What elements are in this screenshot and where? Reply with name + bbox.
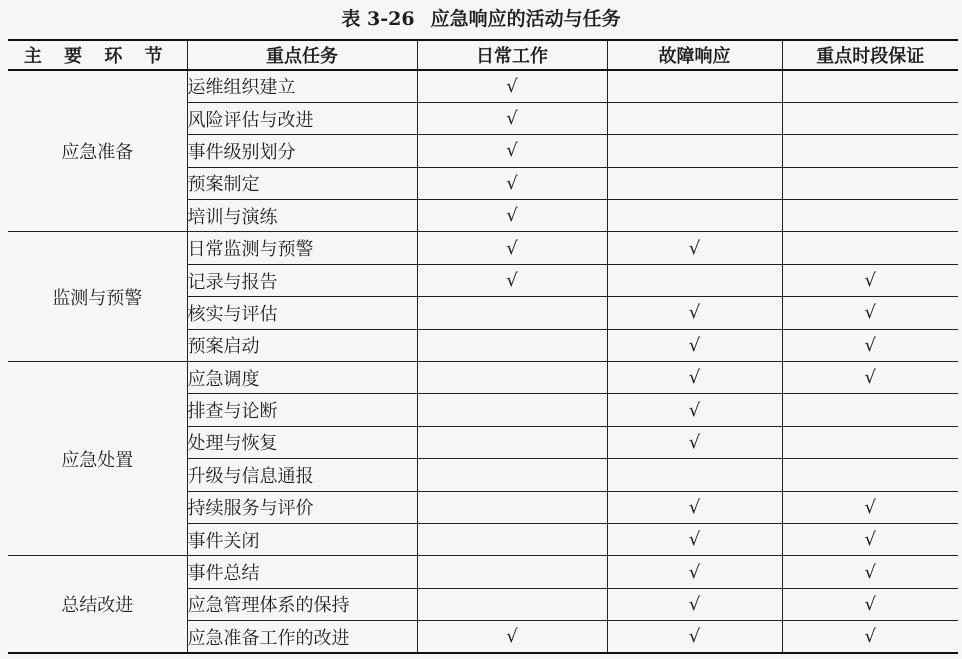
check-cell-fault <box>607 459 782 491</box>
check-cell-daily <box>417 426 607 458</box>
check-cell-peak: √ <box>782 556 958 588</box>
check-cell-daily <box>417 491 607 523</box>
check-cell-fault <box>607 102 782 134</box>
check-cell-peak <box>782 167 958 199</box>
table-number: 表 3-26 <box>341 8 415 30</box>
table-row <box>8 232 958 264</box>
check-cell-fault: √ <box>607 394 782 426</box>
check-cell-fault <box>607 264 782 296</box>
task-cell: 日常监测与预警 <box>187 232 417 264</box>
check-cell-fault: √ <box>607 556 782 588</box>
check-cell-fault <box>607 200 782 232</box>
check-cell-daily <box>417 588 607 620</box>
check-cell-peak: √ <box>782 362 958 394</box>
check-cell-daily <box>417 394 607 426</box>
check-cell-daily: √ <box>417 102 607 134</box>
check-cell-peak: √ <box>782 588 958 620</box>
check-cell-fault: √ <box>607 232 782 264</box>
check-cell-peak <box>782 426 958 458</box>
check-cell-peak <box>782 394 958 426</box>
header-daily: 日常工作 <box>417 40 607 70</box>
check-cell-fault: √ <box>607 426 782 458</box>
check-cell-daily <box>417 523 607 555</box>
check-cell-daily: √ <box>417 621 607 653</box>
task-cell: 事件关闭 <box>187 523 417 555</box>
check-cell-fault: √ <box>607 523 782 555</box>
table-body <box>8 70 958 653</box>
table-row <box>8 362 958 394</box>
check-cell-peak: √ <box>782 329 958 361</box>
check-cell-fault: √ <box>607 621 782 653</box>
task-cell: 应急调度 <box>187 362 417 394</box>
task-cell: 培训与演练 <box>187 200 417 232</box>
check-cell-daily <box>417 362 607 394</box>
response-activities-table <box>8 39 958 654</box>
check-cell-fault: √ <box>607 362 782 394</box>
phase-cell: 总结改进 <box>8 556 187 653</box>
check-cell-fault: √ <box>607 588 782 620</box>
check-cell-daily: √ <box>417 70 607 102</box>
table-caption <box>0 4 962 31</box>
task-cell: 预案启动 <box>187 329 417 361</box>
check-cell-peak <box>782 102 958 134</box>
header-peak: 重点时段保证 <box>782 40 958 70</box>
check-cell-daily: √ <box>417 167 607 199</box>
check-cell-fault: √ <box>607 491 782 523</box>
check-cell-fault <box>607 135 782 167</box>
check-cell-fault: √ <box>607 329 782 361</box>
check-cell-peak: √ <box>782 297 958 329</box>
check-cell-peak <box>782 135 958 167</box>
check-cell-daily <box>417 459 607 491</box>
table-row <box>8 556 958 588</box>
check-cell-peak: √ <box>782 621 958 653</box>
task-cell: 升级与信息通报 <box>187 459 417 491</box>
check-cell-fault <box>607 167 782 199</box>
header-phase: 主 要 环 节 <box>8 40 187 70</box>
check-cell-fault <box>607 70 782 102</box>
phase-cell: 监测与预警 <box>8 232 187 362</box>
check-cell-peak <box>782 70 958 102</box>
task-cell: 预案制定 <box>187 167 417 199</box>
header-fault: 故障响应 <box>607 40 782 70</box>
task-cell: 风险评估与改进 <box>187 102 417 134</box>
check-cell-peak <box>782 459 958 491</box>
phase-cell: 应急处置 <box>8 362 187 556</box>
task-cell: 事件总结 <box>187 556 417 588</box>
check-cell-daily <box>417 329 607 361</box>
task-cell: 持续服务与评价 <box>187 491 417 523</box>
check-cell-fault: √ <box>607 297 782 329</box>
header-task: 重点任务 <box>187 40 417 70</box>
check-cell-daily: √ <box>417 232 607 264</box>
check-cell-daily <box>417 556 607 588</box>
check-cell-peak <box>782 200 958 232</box>
check-cell-peak: √ <box>782 264 958 296</box>
check-cell-daily <box>417 297 607 329</box>
task-cell: 核实与评估 <box>187 297 417 329</box>
table-row <box>8 70 958 102</box>
task-cell: 运维组织建立 <box>187 70 417 102</box>
task-cell: 应急准备工作的改进 <box>187 621 417 653</box>
check-cell-peak: √ <box>782 523 958 555</box>
task-cell: 记录与报告 <box>187 264 417 296</box>
check-cell-daily: √ <box>417 264 607 296</box>
task-cell: 排查与论断 <box>187 394 417 426</box>
phase-cell: 应急准备 <box>8 70 187 232</box>
table-title: 应急响应的活动与任务 <box>430 8 621 30</box>
task-cell: 应急管理体系的保持 <box>187 588 417 620</box>
task-cell: 事件级别划分 <box>187 135 417 167</box>
check-cell-peak <box>782 232 958 264</box>
check-cell-peak: √ <box>782 491 958 523</box>
task-cell: 处理与恢复 <box>187 426 417 458</box>
check-cell-daily: √ <box>417 135 607 167</box>
header-row <box>8 40 958 70</box>
check-cell-daily: √ <box>417 200 607 232</box>
